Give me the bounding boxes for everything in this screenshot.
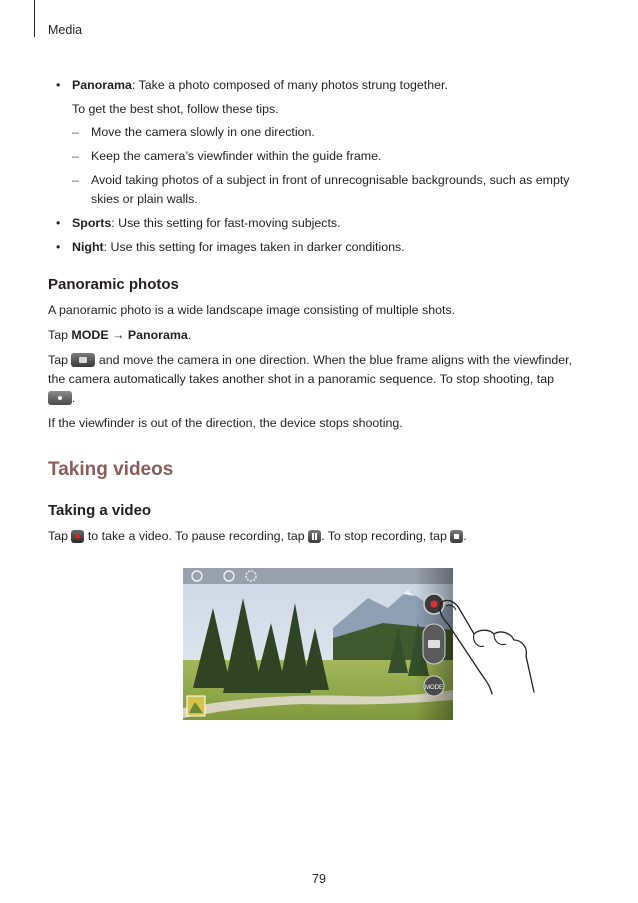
finger-tap-illustration	[430, 590, 540, 700]
tip-text: Move the camera slowly in one direction.	[91, 125, 315, 139]
term-panorama-mode: Panorama	[127, 328, 188, 342]
term-panorama: Panorama	[72, 78, 132, 92]
heading-panoramic-photos: Panoramic photos	[48, 276, 179, 293]
text-period: .	[187, 328, 192, 342]
stop-icon	[450, 530, 463, 543]
bullet-sports	[48, 214, 578, 233]
panorama-shutter-icon	[71, 353, 95, 367]
text-tap: Tap	[48, 529, 72, 543]
mode-button-label: MODE	[425, 685, 443, 691]
running-header: Media	[48, 23, 83, 37]
stop-shooting-icon	[48, 391, 72, 405]
bullet-dot: •	[56, 78, 61, 92]
camera-screenshot-figure	[183, 568, 453, 720]
text-period: .	[463, 529, 467, 543]
arrow: →	[108, 328, 128, 342]
instruction-text: to take a video. To pause recording, tap	[84, 529, 309, 543]
text-period: .	[72, 391, 76, 405]
panorama-tip-intro: To get the best shot, follow these tips.	[72, 102, 279, 116]
bullet-night	[48, 238, 578, 257]
tip-item	[48, 123, 578, 142]
term-sports: Sports	[72, 216, 112, 230]
tip-text: Avoid taking photos of a subject in front of unrecognisable backgrounds, such as empty skies or plain walls.	[91, 173, 570, 206]
header-rule	[34, 0, 35, 37]
text-tap: Tap	[48, 353, 72, 367]
text-tap: Tap	[48, 328, 72, 342]
panoramic-intro: A panoramic photo is a wide landscape image consisting of multiple shots.	[48, 303, 456, 317]
bullet-dot: •	[56, 216, 61, 230]
term-mode: MODE	[71, 328, 109, 342]
tip-item	[48, 147, 578, 166]
instruction-text: . To stop recording, tap	[321, 529, 451, 543]
desc-panorama: : Take a photo composed of many photos strung together.	[131, 78, 448, 92]
instruction-text: and move the camera in one direction. When the blue frame aligns with the viewfinder, the camera automatically takes another shot in a panoramic sequence. To stop shooting, tap	[48, 353, 573, 386]
page-number: 79	[312, 872, 326, 886]
heading-taking-a-video: Taking a video	[48, 502, 152, 519]
bullet-dot: •	[56, 240, 61, 254]
tip-item	[48, 171, 578, 209]
desc-night: : Use this setting for images taken in darker conditions.	[103, 240, 405, 254]
video-instructions	[48, 527, 578, 546]
dash-symbol: –	[72, 125, 79, 139]
pause-icon	[308, 530, 321, 543]
record-icon	[71, 530, 84, 543]
page-content	[48, 76, 578, 552]
panoramic-tap-mode	[48, 326, 578, 345]
panoramic-instructions	[48, 351, 578, 408]
desc-sports: : Use this setting for fast-moving subjects.	[111, 216, 341, 230]
tip-text: Keep the camera’s viewfinder within the guide frame.	[91, 149, 382, 163]
dash-symbol: –	[72, 173, 79, 187]
chapter-taking-videos: Taking videos	[48, 459, 174, 480]
bullet-panorama	[48, 76, 578, 95]
dash-symbol: –	[72, 149, 79, 163]
term-night: Night	[72, 240, 104, 254]
panoramic-note: If the viewfinder is out of the direction, the device stops shooting.	[48, 416, 403, 430]
